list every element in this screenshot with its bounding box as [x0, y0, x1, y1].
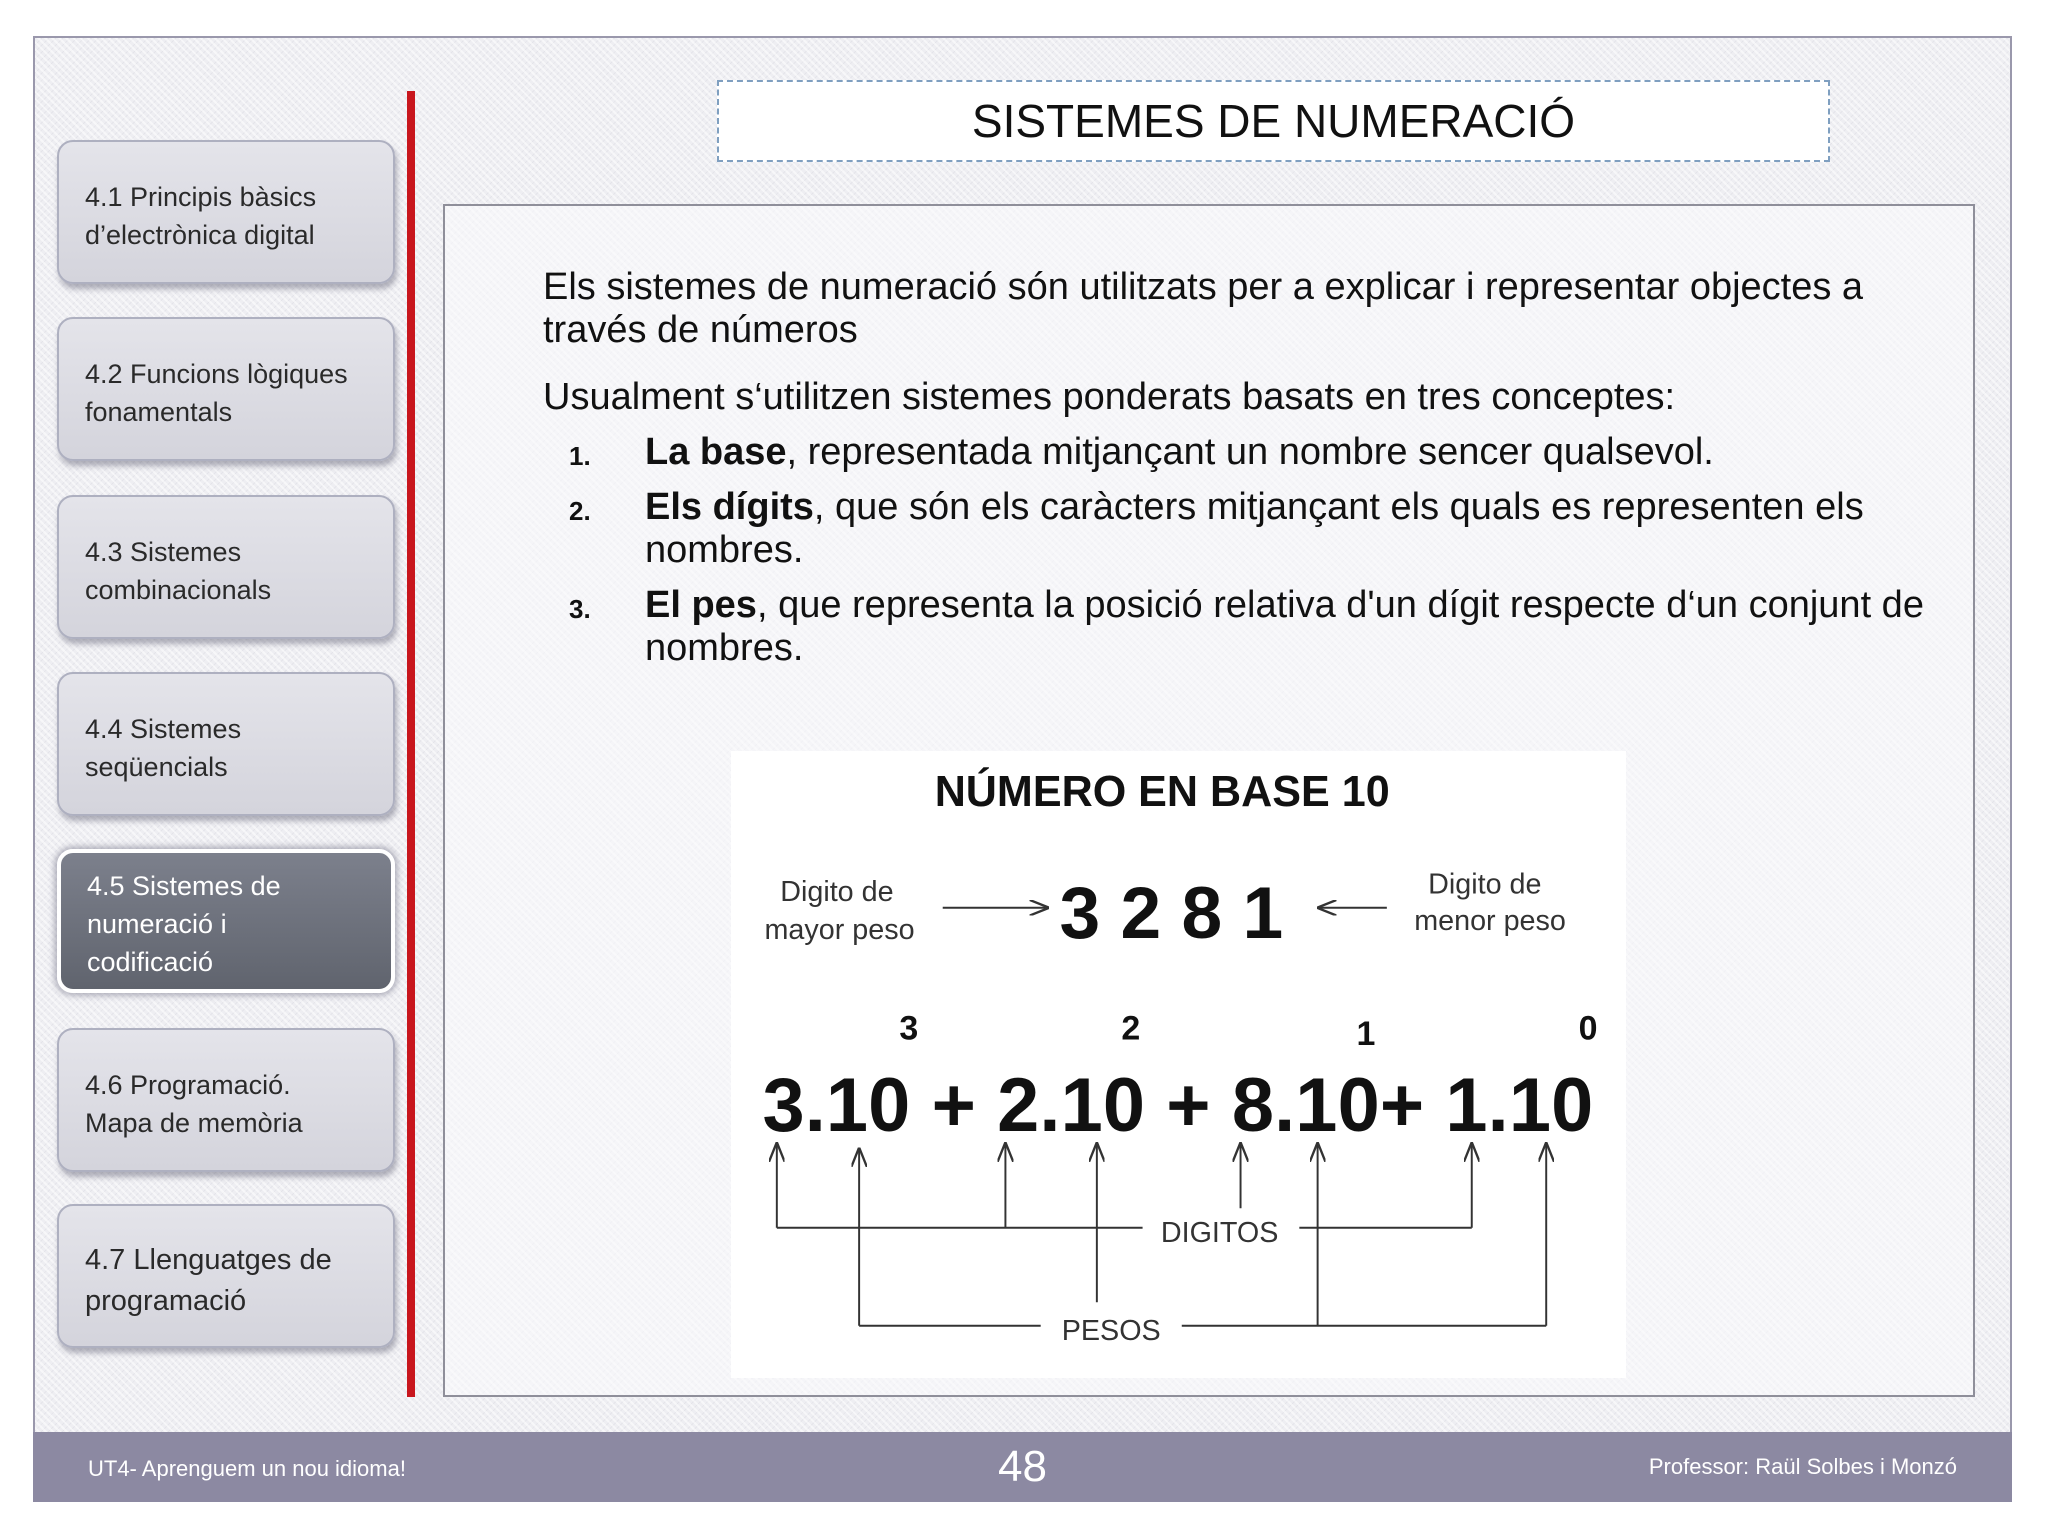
- list-number: 1.: [569, 441, 591, 471]
- nav-item-4-6[interactable]: [57, 1028, 395, 1172]
- nav-label: 4.6 Programació.: [85, 1070, 291, 1100]
- nav-label: Mapa de memòria: [85, 1108, 303, 1138]
- nav-label: fonamentals: [85, 397, 233, 427]
- nav-item-4-2[interactable]: [57, 317, 395, 461]
- nav-item-4-4[interactable]: [57, 672, 395, 816]
- right-label: Digito de: [1428, 868, 1542, 901]
- content-text: [543, 266, 1963, 670]
- base-10-diagram: [731, 751, 1626, 1378]
- nav-label: d’electrònica digital: [85, 220, 315, 250]
- list-number: 2.: [569, 496, 591, 526]
- exponent: 1: [1356, 1014, 1376, 1053]
- nav-label: 4.3 Sistemes: [85, 537, 242, 567]
- footer-course: UT4- Aprenguem un nou idioma!: [88, 1456, 406, 1481]
- list-item: [543, 486, 1963, 572]
- nav-label: 4.5 Sistemes de: [87, 871, 281, 901]
- divider-line: [407, 91, 415, 1397]
- equation: 3.10 + 2.10 + 8.10+ 1.10: [762, 1063, 1594, 1149]
- nav-item-4-3[interactable]: [57, 495, 395, 639]
- list-text: , representada mitjançant un nombre sencer qualsevol.: [786, 431, 1714, 473]
- exponent: 0: [1578, 1009, 1598, 1048]
- list-text: , que són els caràcters mitjançant els quals es representen els nombres.: [645, 486, 1864, 571]
- exponent: 2: [1121, 1009, 1141, 1048]
- nav-label: combinacionals: [85, 575, 272, 605]
- nav-label: programació: [85, 1285, 247, 1317]
- digit-connectors: [777, 1144, 1472, 1228]
- footer-author: Professor: Raül Solbes i Monzó: [1648, 1454, 1957, 1479]
- number-3281: 3 2 8 1: [1059, 871, 1284, 954]
- list-term: El pes: [645, 584, 757, 626]
- nav-label: 4.4 Sistemes: [85, 714, 242, 744]
- footer: [33, 1432, 2012, 1502]
- digits-label: DIGITOS: [1160, 1217, 1279, 1250]
- nav-label: numeració i: [87, 909, 227, 939]
- right-label: menor peso: [1414, 904, 1566, 937]
- nav-item-4-5-active[interactable]: [57, 849, 395, 993]
- list-number: 3.: [569, 594, 591, 624]
- diagram-title: NÚMERO EN BASE 10: [934, 767, 1390, 816]
- nav-label: 4.2 Funcions lògiques: [85, 359, 348, 389]
- page-number: 48: [998, 1442, 1047, 1491]
- nav-label: codificació: [87, 947, 214, 977]
- intro-text: Els sistemes de numeració són utilitzats per a explicar i representar objectes a través de números: [543, 266, 1864, 351]
- page-title: SISTEMES DE NUMERACIÓ: [717, 80, 1830, 162]
- left-label: mayor peso: [764, 914, 915, 947]
- nav-label: seqüencials: [85, 752, 228, 782]
- nav-item-4-7[interactable]: [57, 1204, 395, 1348]
- nav-label: 4.7 Llenguatges de: [85, 1244, 332, 1276]
- list-item: [543, 431, 1963, 474]
- nav-item-4-1[interactable]: [57, 140, 395, 284]
- nav-label: 4.1 Principis bàsics: [85, 182, 317, 212]
- exponent: 3: [899, 1009, 919, 1048]
- list-term: La base: [645, 431, 787, 473]
- weights-label: PESOS: [1061, 1315, 1161, 1348]
- list-text: , que representa la posició relativa d'un dígit respecte d‘un conjunt de nombres.: [645, 584, 1924, 669]
- left-label: Digito de: [780, 876, 894, 909]
- lead-text: Usualment s‘utilitzen sistemes ponderats basats en tres conceptes:: [543, 376, 1676, 418]
- list-term: Els dígits: [645, 486, 814, 528]
- list-item: [543, 584, 1963, 670]
